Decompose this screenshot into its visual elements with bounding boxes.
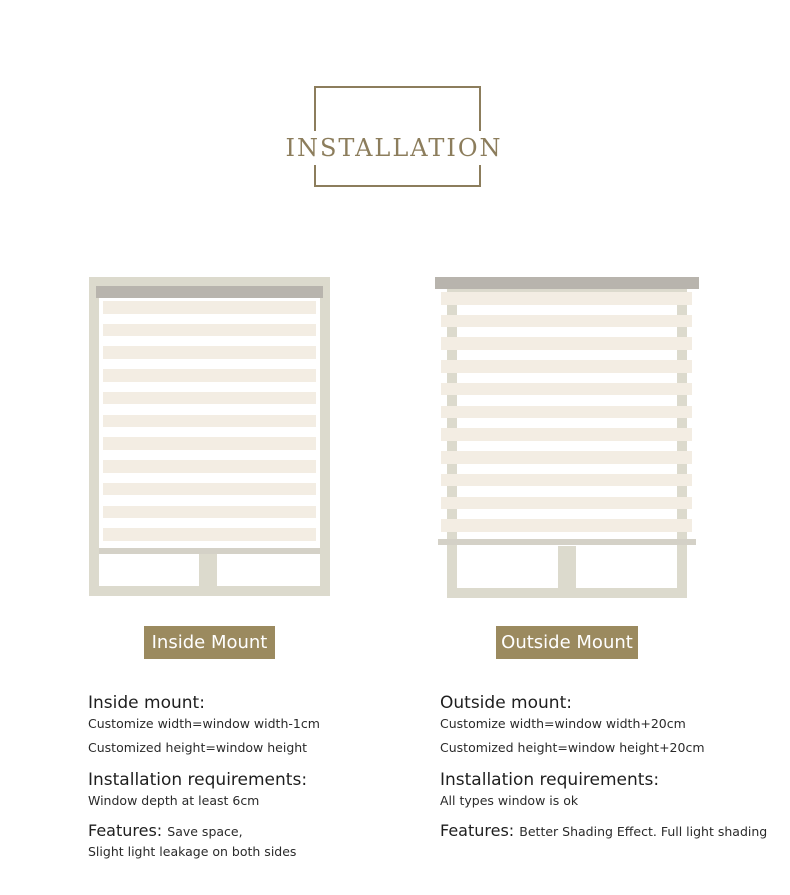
outside-mount-details <box>440 692 780 843</box>
inside-features <box>88 820 428 843</box>
zebra-blind-fabric <box>441 289 692 539</box>
blind-stripe <box>103 483 316 496</box>
blind-stripe <box>103 324 316 337</box>
outside-height-rule: Customized height=window height+20cm <box>440 740 705 755</box>
blind-stripe <box>103 506 316 519</box>
outside-features <box>440 820 780 843</box>
outside-width-rule: Customize width=window width+20cm <box>440 716 686 731</box>
zebra-blind-fabric <box>103 298 316 548</box>
blind-stripe <box>441 519 692 532</box>
outside-requirements-text: All types window is ok <box>440 793 579 808</box>
features-text: Better Shading Effect. Full light shading <box>519 824 768 839</box>
blind-stripe <box>441 428 692 441</box>
window-mullion <box>558 546 576 588</box>
blind-stripe <box>441 292 692 305</box>
blind-stripe <box>441 497 692 510</box>
blind-stripe <box>103 301 316 314</box>
inside-height-rule: Customized height=window height <box>88 740 308 755</box>
outside-mount-heading: Outside mount: <box>440 693 572 713</box>
blind-stripe <box>441 337 692 350</box>
blind-stripe <box>441 360 692 373</box>
blind-stripe <box>441 315 692 328</box>
features-label: Features: <box>440 821 515 840</box>
blind-stripe <box>103 369 316 382</box>
blind-stripe <box>103 346 316 359</box>
blind-stripe <box>103 415 316 428</box>
inside-mount-heading: Inside mount: <box>88 693 205 713</box>
inside-requirements-heading: Installation requirements: <box>88 770 308 790</box>
features-text: Save space, <box>167 824 243 839</box>
inside-mount-window-illustration <box>89 277 330 596</box>
blind-stripe <box>103 528 316 541</box>
blind-bottom-rail <box>438 539 696 545</box>
blind-headrail <box>96 286 323 298</box>
inside-mount-label: Inside Mount <box>144 626 275 659</box>
outside-mount-label: Outside Mount <box>496 626 638 659</box>
features-label: Features: <box>88 821 163 840</box>
page-title: INSTALLATION <box>278 131 510 165</box>
blind-headrail <box>435 277 699 289</box>
features-text-continued: Slight light leakage on both sides <box>88 844 297 859</box>
window-mullion <box>199 554 217 586</box>
outside-requirements-heading: Installation requirements: <box>440 770 660 790</box>
blind-stripe <box>441 451 692 464</box>
inside-width-rule: Customize width=window width-1cm <box>88 716 320 731</box>
blind-stripe <box>441 406 692 419</box>
inside-requirements-text: Window depth at least 6cm <box>88 793 260 808</box>
blind-stripe <box>103 437 316 450</box>
blind-stripe <box>103 460 316 473</box>
blind-stripe <box>441 383 692 396</box>
blind-stripe <box>103 392 316 405</box>
inside-mount-details <box>88 692 428 861</box>
blind-stripe <box>441 474 692 487</box>
